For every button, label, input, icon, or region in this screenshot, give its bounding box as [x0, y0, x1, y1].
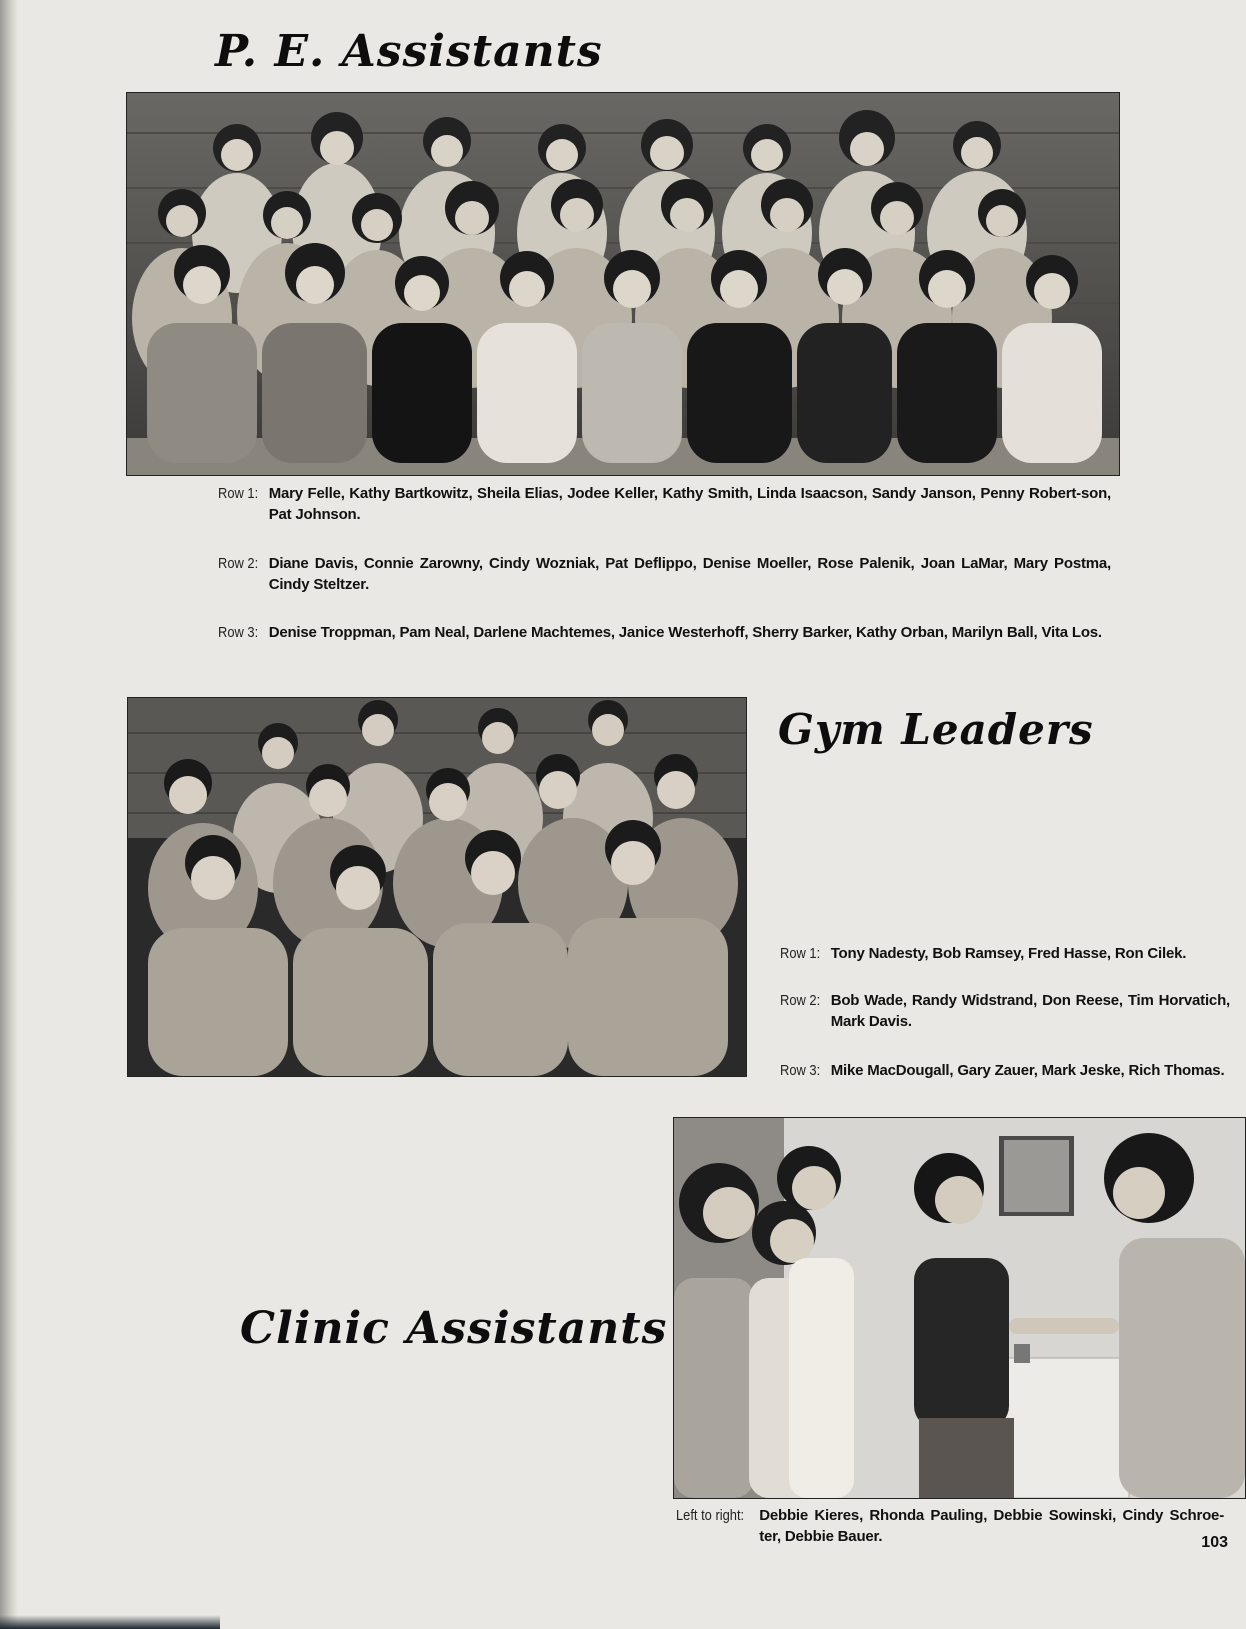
clinic-assistants-photo	[673, 1117, 1246, 1499]
gym-row-3-caption	[780, 1060, 1230, 1081]
gym-group-photo-illustration	[128, 698, 746, 1076]
clinic-photo-illustration	[674, 1118, 1245, 1498]
gym-row-3-label: Row 3:	[780, 1062, 821, 1079]
gym-leaders-title: Gym Leaders	[778, 705, 1094, 754]
clinic-caption	[676, 1505, 1224, 1547]
pe-row-3-names: Denise Troppman, Pam Neal, Darlene Machtemes, Janice Westerhoff, Sherry Barker, Kathy Orban, Marilyn Ball, Vita Los.	[268, 624, 1102, 641]
page-corner-shadow	[0, 1615, 220, 1629]
gym-row-2-names: Bob Wade, Randy Widstrand, Don Reese, Tim Horvatich, Mark Davis.	[830, 992, 1230, 1030]
clinic-assistants-title: Clinic Assistants	[240, 1303, 668, 1354]
gym-row-1-names: Tony Nadesty, Bob Ramsey, Fred Hasse, Ron Cilek.	[830, 945, 1187, 962]
pe-assistants-title: P. E. Assistants	[215, 26, 603, 77]
gym-row-2-caption	[780, 990, 1230, 1032]
gym-row-1-caption	[780, 943, 1230, 964]
pe-row-1-caption	[218, 483, 1111, 525]
pe-group-photo-illustration	[127, 93, 1119, 475]
gym-row-1-label: Row 1:	[780, 945, 821, 962]
page-number: 103	[1201, 1534, 1228, 1551]
pe-row-3-label: Row 3:	[218, 624, 259, 641]
pe-row-2-label: Row 2:	[218, 555, 259, 572]
clinic-caption-names: Debbie Kieres, Rhonda Pauling, Debbie Sowinski, Cindy Schroe-ter, Debbie Bauer.	[759, 1507, 1224, 1545]
gym-leaders-photo	[127, 697, 747, 1077]
pe-row-1-label: Row 1:	[218, 485, 259, 502]
clinic-caption-label: Left to right:	[676, 1507, 745, 1524]
gym-row-3-names: Mike MacDougall, Gary Zauer, Mark Jeske, Rich Thomas.	[830, 1062, 1225, 1079]
pe-row-3-caption	[218, 622, 1111, 643]
pe-row-1-names: Mary Felle, Kathy Bartkowitz, Sheila Elias, Jodee Keller, Kathy Smith, Linda Isaacson, Sandy Janson, Penny Robert-son, Pat Johnson.	[268, 485, 1111, 523]
pe-assistants-photo	[126, 92, 1120, 476]
page-binding-edge	[0, 0, 18, 1629]
gym-row-2-label: Row 2:	[780, 992, 821, 1009]
pe-row-2-names: Diane Davis, Connie Zarowny, Cindy Wozniak, Pat Deflippo, Denise Moeller, Rose Palenik, Joan LaMar, Mary Postma, Cindy Steltzer.	[268, 555, 1111, 593]
pe-row-2-caption	[218, 553, 1111, 595]
